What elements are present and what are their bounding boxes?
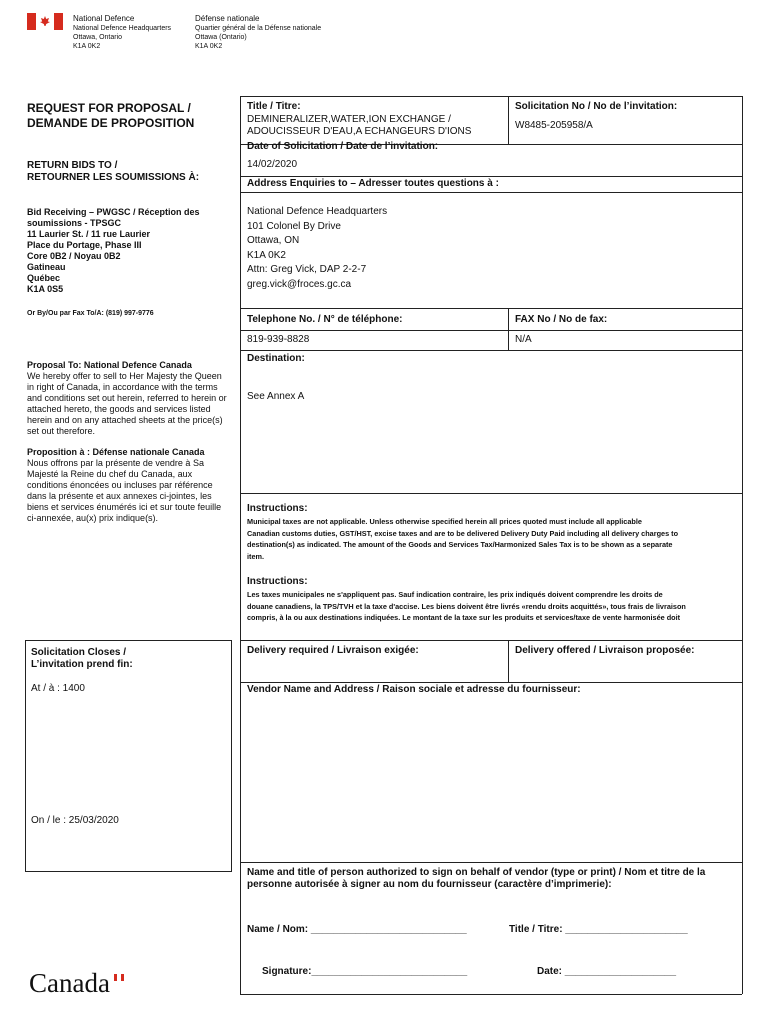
destination-value: See Annex A [247,391,305,402]
instructions-label-en: Instructions: [247,503,308,514]
enquiries-label: Address Enquiries to – Adresser toutes questions à : [247,178,499,189]
header-en [73,14,193,51]
header-fr [195,14,375,51]
fax-line: Or By/Ou par Fax To/A: (819) 997-9776 [27,310,154,317]
solicitation-closes-box [25,640,232,872]
proposal-en-body: We hereby offer to sell to Her Majesty the Queen in right of Canada, in accordance with the terms and conditions set out herein, referred to herein or attached hereto, the goods and services listed herein and on any attached sheets at the price(s) set out therefore. [27,371,227,436]
phone-label: Telephone No. / N° de téléphone: [247,314,403,325]
delivery-required-label: Delivery required / Livraison exigée: [247,645,419,656]
return-bids-label: RETURN BIDS TO / RETOURNER LES SOUMISSIONS À: [27,160,200,183]
phone-value: 819-939-8828 [247,334,310,345]
date-value: 14/02/2020 [247,159,298,170]
header-en-dept: National Defence [73,14,135,23]
delivery-offered-label: Delivery offered / Livraison proposée: [515,645,695,656]
title-value: DEMINERALIZER,WATER,ION EXCHANGE / ADOUCISSEUR D'EAU,A ECHANGEURS D'IONS [247,114,472,137]
instructions-en: Municipal taxes are not applicable. Unless otherwise specified herein all prices quoted must include all applicable Canadian customs duties, GST/HST, excise taxes and are to be delivered Delivery Duty Paid including all delivery charges to destination(s) as indicated. The amount of the Goods and Services Tax/Harmonized Sales Tax is to be shown as a separate item. [247,517,679,561]
proposal-fr-body: Nous offrons par la présente de vendre à Sa Majesté la Reine du chef du Canada, aux conditions énoncées ou incluses par référence dans la présente et aux annexes ci-jointes, les biens et services énumérés ici et sur toute feuille ci-annexée, au(x) prix indique(s). [27,458,222,523]
proposal-fr-title: Proposition à : Défense nationale Canada [27,447,205,457]
title-field[interactable]: Title / Titre: ______________________ [509,924,688,935]
closes-at: At / à : 1400 [31,683,85,694]
header-fr-city: Ottawa (Ontario) [195,34,247,41]
destination-label: Destination: [247,353,305,364]
header-en-hq: National Defence Headquarters [73,25,172,32]
vendor-label: Vendor Name and Address / Raison sociale et adresse du fournisseur: [247,684,581,695]
closes-on: On / le : 25/03/2020 [31,815,119,826]
instructions-label-fr: Instructions: [247,576,308,587]
wordmark-flag-icon [114,974,124,981]
instructions-fr: Les taxes municipales ne s'appliquent pas. Sauf indication contraire, les prix indiqués doivent comprendre les droits de douane canadiens, la TPS/TVH et la taxe d'accise. Les biens doivent être livrés «rendu droits acquittés», tous frais de livraison compris, à la ou aux destinations indiquées. Le montant de la taxe sur les produits et services/taxe de vente harmonisée doit [247,590,686,623]
canada-wordmark: Canada [29,968,110,998]
header-en-city: Ottawa, Ontario [73,34,123,41]
header-fr-postal: K1A 0K2 [195,43,223,50]
enquiries-value: National Defence Headquarters 101 Colonel By Drive Ottawa, ON K1A 0K2 Attn: Greg Vick, DAP 2-2-7 greg.vick@froces.gc.ca [247,206,388,290]
header-en-postal: K1A 0K2 [73,43,101,50]
closes-label: Solicitation Closes / L’invitation prend fin: [31,647,133,670]
solicitation-no-label: Solicitation No / No de l’invitation: [515,101,678,112]
canada-flag-icon [27,13,63,30]
header-fr-hq: Quartier général de la Défense nationale [195,25,322,32]
page-title: REQUEST FOR PROPOSAL / DEMANDE DE PROPOSITION [27,101,195,130]
authorized-label: Name and title of person authorized to sign on behalf of vendor (type or print) / Nom et titre de la personne autorisée à signer au nom du fournisseur (caractère d’imprimerie): [247,867,706,890]
fax-label: FAX No / No de fax: [515,314,608,325]
solicitation-no-value: W8485-205958/A [515,120,593,131]
name-field[interactable]: Name / Nom: ____________________________ [247,924,467,935]
date-field[interactable]: Date: ____________________ [537,966,677,977]
date-label: Date of Solicitation / Date de l’invitation: [247,141,439,152]
signature-field[interactable]: Signature:____________________________ [262,966,468,977]
bid-receiving-address: Bid Receiving – PWGSC / Réception des soumissions - TPSGC 11 Laurier St. / 11 rue Laurier Place du Portage, Phase III Core 0B2 / Noyau 0B2 Gatineau Québec K1A 0S5 [27,207,200,294]
proposal-en-title: Proposal To: National Defence Canada [27,360,192,370]
title-label: Title / Titre: [247,101,301,112]
fax-value: N/A [515,334,532,345]
header-fr-dept: Défense nationale [195,14,260,23]
